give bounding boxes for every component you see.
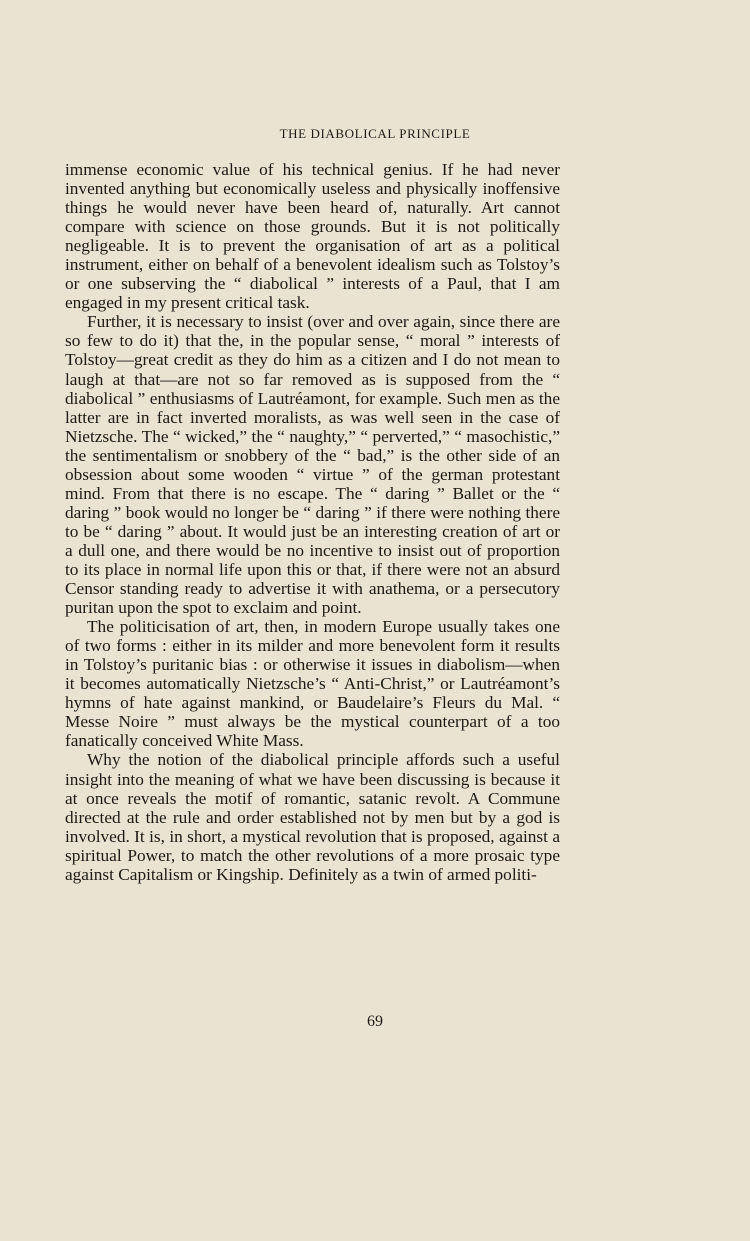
paragraph-1: immense economic value of his technical genius. If he had never invented anything but economically useless and physically inoffensive things he would never have been heard of, naturally. Art cannot compare with science on those grounds. But it is not politically negligeable. It is to prevent the organisation of art as a political instrument, either on behalf of a benevolent idealism such as Tolstoy’s or one subserving the “ diabolical ” interests of a Paul, that I am engaged in my present critical task. (65, 160, 560, 313)
paragraph-4: Why the notion of the diabolical principle affords such a useful insight into the meaning of what we have been discussing is because it at once reveals the motif of romantic, satanic revolt. A Commune directed at the rule and order established not by men but by a god is involved. It is, in short, a mystical revolution that is proposed, against a spiritual Power, to match the other revolutions of a more prosaic type against Capitalism or Kingship. Definitely as a twin of armed politi- (65, 750, 560, 884)
page-number: 69 (367, 1013, 383, 1030)
paragraph-3: The politicisation of art, then, in modern Europe usually takes one of two forms : either in its milder and more benevolent form it results in Tolstoy’s puritanic bias : or otherwise it issues in diabolism—when it becomes automatically Nietzsche’s “ Anti-Christ,” or Lautréamont’s hymns of hate against mankind, or Baudelaire’s Fleurs du Mal. “ Messe Noire ” must always be the mystical counterpart of a too fanatically conceived White Mass. (65, 617, 560, 751)
body-text (65, 160, 560, 884)
paragraph-2: Further, it is necessary to insist (over and over again, since there are so few to do it) that the, in the popular sense, “ moral ” interests of Tolstoy—great credit as they do him as a citizen and I do not mean to laugh at that—are not so far removed as is supposed from the “ diabolical ” enthusiasms of Lautréamont, for example. Such men as the latter are in fact inverted moralists, as was well seen in the case of Nietzsche. The “ wicked,” the “ naughty,” “ perverted,” “ masochistic,” the sentimentalism or snobbery of the “ bad,” is the other side of an obsession about some wooden “ virtue ” of the german protestant mind. From that there is no escape. The “ daring ” Ballet or the “ daring ” book would no longer be “ daring ” if there were nothing there to be “ daring ” about. It would just be an interesting creation of art or a dull one, and there would be no incentive to insist out of proportion to its place in normal life upon this or that, if there were not an absurd Censor standing ready to advertise it with anathema, or a persecutory puritan upon the spot to exclaim and point. (65, 312, 560, 618)
running-head: THE DIABOLICAL PRINCIPLE (279, 126, 471, 141)
